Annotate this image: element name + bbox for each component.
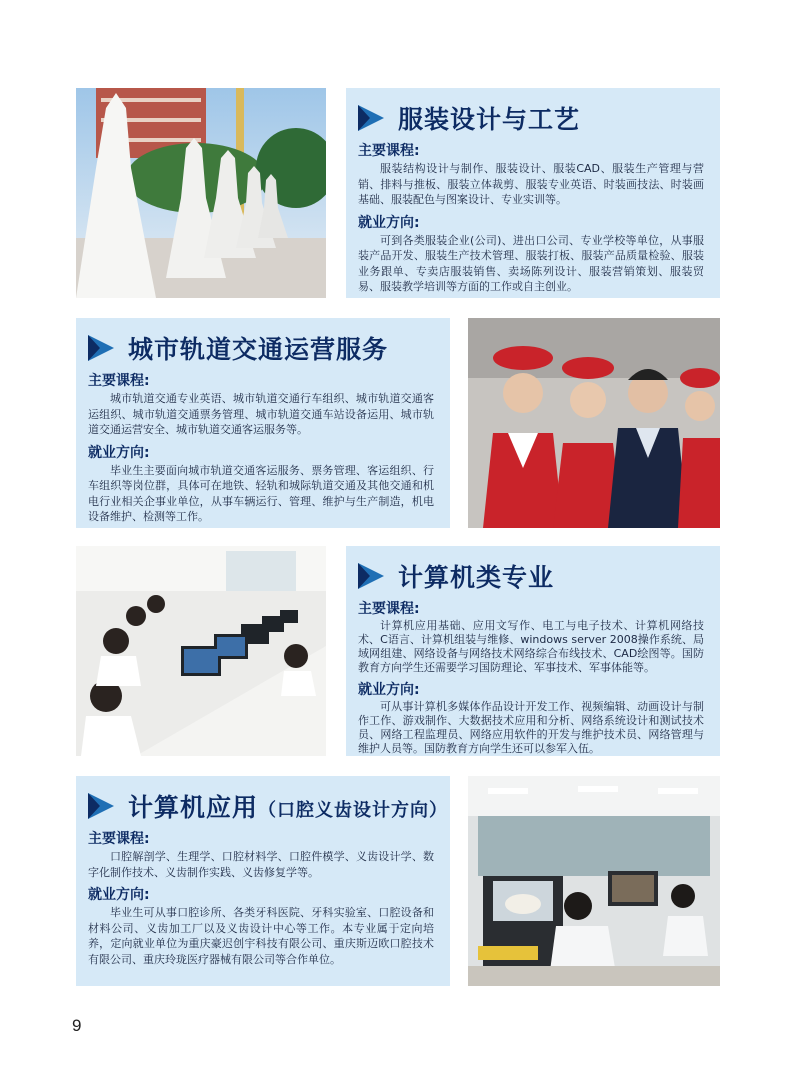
wedding-dress-photo <box>76 88 326 298</box>
section-dental-subtitle: （口腔义齿设计方向） <box>258 800 449 821</box>
jobs-text: 可到各类服装企业(公司)、进出口公司、专业学校等单位，从事服装产品开发、服装生产技术管理、服装打板、服装产品质量检验、服装业务跟单、专卖店服装销售、卖场陈列设计、服装营销策划、服装贸易、服装教学培训等方面的工作或自主创业。 <box>358 233 704 293</box>
courses-label: 主要课程: <box>88 373 150 389</box>
jobs-text: 毕业生可从事口腔诊所、各类牙科医院、牙科实验室、口腔设备和材料公司、义齿加工厂以及义齿设计中心等工作。本专业属于定向培养，定向就业单位为重庆豪迟创宇科技有限公司、重庆斯迈欧口腔技术有限公司、重庆玲珑医疗器械有限公司等合作单位。 <box>88 906 434 966</box>
section-rail-title-row <box>88 328 434 368</box>
courses-text: 口腔解剖学、生理学、口腔材料学、口腔件模学、义齿设计学、数字化制作技术、义齿制作实践、义齿修复学等。 <box>88 850 434 879</box>
section-computer-title: 计算机类专业 <box>398 563 555 592</box>
triangle-icon <box>358 105 384 131</box>
section-computer-title-row <box>358 556 704 596</box>
section-dental-title-main: 计算机应用 <box>128 793 259 822</box>
page-number: 9 <box>72 1016 82 1035</box>
rail-service-photo <box>468 318 720 528</box>
jobs-label: 就业方向: <box>358 682 420 698</box>
computer-lab-photo <box>76 546 326 756</box>
section-fashion-title-row <box>358 98 704 138</box>
jobs-text: 可从事计算机多媒体作品设计开发工作、视频编辑、动画设计与制作工作、游戏制作、大数据技术应用和分析、网络系统设计和测试技术员、网络工程监理员、网络应用软件的开发与维护技术员、网络管理与维护人员等。国防教育方向学生还可以参军入伍。 <box>358 700 704 755</box>
courses-text: 城市轨道交通专业英语、城市轨道交通行车组织、城市轨道交通客运组织、城市轨道交通票务管理、城市轨道交通车站设备运用、城市轨道交通运营安全、城市轨道交通客运服务等。 <box>88 392 434 436</box>
section-dental-panel <box>76 776 450 986</box>
section-fashion-title: 服装设计与工艺 <box>398 105 581 134</box>
jobs-label: 就业方向: <box>358 214 420 231</box>
jobs-label: 就业方向: <box>88 444 150 461</box>
section-rail-title: 城市轨道交通运营服务 <box>128 335 389 364</box>
triangle-icon <box>88 335 114 361</box>
courses-text: 计算机应用基础、应用文写作、电工与电子技术、计算机网络技术、C语言、计算机组装与维修、windows server 2008操作系统、局域网组建、网络设备与网络技术网络综合布线技术、CAD绘图等。国防教育方向学生还需要学习国防理论、军事技术、军事体能等。 <box>358 619 704 674</box>
courses-text: 服装结构设计与制作、服装设计、服装CAD、服装生产管理与营销、排料与推板、服装立体裁剪、服装专业英语、时装画技法、时装画基础、服装配色与图案设计、专业实训等。 <box>358 162 704 206</box>
section-fashion-panel <box>346 88 720 298</box>
section-rail-panel <box>76 318 450 528</box>
triangle-icon <box>88 793 114 819</box>
section-dental-title <box>128 788 448 824</box>
triangle-icon <box>358 563 384 589</box>
courses-label: 主要课程: <box>88 831 150 847</box>
jobs-label: 就业方向: <box>88 887 150 903</box>
dental-lab-photo <box>468 776 720 986</box>
jobs-text: 毕业生主要面向城市轨道交通客运服务、票务管理、客运组织、行车组织等岗位群，具体可在地铁、轻轨和城际轨道交通及其他交通和机电行业相关企事业单位，从事车辆运行、管理、维护与生产制造，机电设备维护、检测等工作。 <box>88 463 434 523</box>
courses-label: 主要课程: <box>358 601 420 617</box>
section-dental-title-row <box>88 786 449 826</box>
section-computer-panel <box>346 546 720 756</box>
courses-label: 主要课程: <box>358 143 420 159</box>
